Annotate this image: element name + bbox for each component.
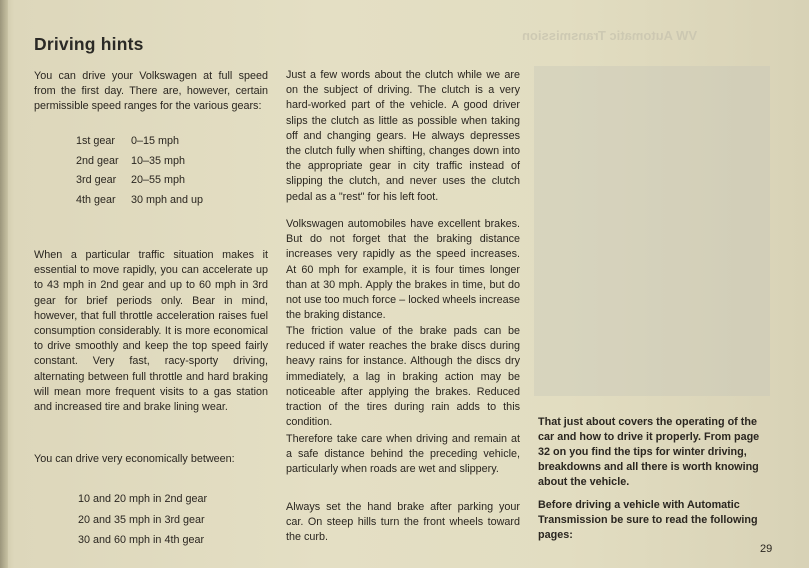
table-row: [76, 194, 203, 214]
acceleration-paragraph: [34, 248, 268, 415]
distance-paragraph: [286, 432, 520, 478]
bleed-through-text: VW Automatic Transmission: [522, 28, 698, 43]
handbrake-paragraph: [286, 500, 520, 546]
brakes-paragraph: [286, 217, 520, 323]
gear-label: 1st gear: [76, 135, 116, 147]
list-item: 30 and 60 mph in 4th gear: [78, 534, 205, 546]
gear-label: 2nd gear: [76, 154, 119, 167]
gear-label: 3rd gear: [76, 174, 117, 186]
summary-text: That just about covers the operating of the car and how to drive it properly. From page 32 on you find the tips for winter driving, breakdowns and all there is worth knowing about the vehicle.: [538, 416, 760, 488]
list-item: 10 and 20 mph in 2nd gear: [78, 493, 208, 505]
bleed-through-block: [534, 66, 770, 396]
economy-list: [78, 489, 207, 551]
clutch-paragraph: [286, 68, 520, 205]
page-title: Driving hints: [34, 34, 144, 54]
friction-text: The friction value of the brake pads can be reduced if water reaches the brake discs during heavy rains for instance. Although the discs dry immediately, a lag in braking action may be noticeable after applying the brakes. Reduced traction of the tires during rain adds to this condition.: [286, 325, 520, 429]
friction-paragraph: [286, 324, 520, 430]
table-row: [76, 155, 203, 175]
book-spine: [0, 0, 8, 568]
intro-paragraph: [34, 69, 268, 115]
speed-range: 10–35 mph: [131, 154, 186, 167]
economy-intro: [34, 452, 274, 467]
page-number: 29: [760, 543, 773, 555]
intro-text: You can drive your Volkswagen at full speed from the first day. There are, however, certain permissible speed ranges for the various gears:: [34, 70, 268, 113]
list-item: 20 and 35 mph in 3rd gear: [78, 513, 205, 526]
gear-label: 4th gear: [76, 193, 116, 206]
distance-text: Therefore take care when driving and remain at a safe distance behind the preceding vehicle, particularly when roads are wet and slippery.: [286, 433, 520, 476]
table-row: [76, 135, 203, 155]
handbrake-text: Always set the hand brake after parking your car. On steep hills turn the front wheels toward the curb.: [286, 501, 520, 544]
automatic-transmission-note: [538, 498, 774, 543]
summary-paragraph: [538, 415, 774, 490]
clutch-text: Just a few words about the clutch while we are on the subject of driving. The clutch is a very hard-worked part of the vehicle. A good driver slips the clutch as little as possible when taking off and changing gears. He always depresses the clutch fully when shifting, changes down into the appropriate gear in city traffic instead of slipping the clutch, and never uses the clutch pedal as a "rest" for his left foot.: [286, 69, 520, 203]
acceleration-text: When a particular traffic situation makes it essential to move rapidly, you can accelerate up to 43 mph in 2nd gear and up to 60 mph in 3rd gear for brief periods only. Bear in mind, however, that full throttle acceleration raises fuel consumption considerably. It is more economical to drive smoothly and keep the top speed fairly constant. Very fast, racy-sporty driving, alternating between full throttle and hard braking will mean more frequent visits to a gas station and increased tire and brake lining wear.: [34, 249, 268, 414]
speed-range: 0–15 mph: [131, 135, 180, 147]
gear-speed-table: [76, 135, 203, 213]
speed-range: 30 mph and up: [131, 193, 204, 206]
economy-intro-text: You can drive very economically between:: [34, 453, 235, 465]
automatic-transmission-text: Before driving a vehicle with Automatic Transmission be sure to read the following pages:: [538, 499, 758, 541]
table-row: [76, 174, 203, 194]
brakes-text: Volkswagen automobiles have excellent brakes. But do not forget that the braking distance increases very rapidly as the speed increases. At 60 mph for example, it is four times longer than at 30 mph. Apply the brakes in time, but do not use too much force – locked wheels increase the braking distance.: [286, 218, 520, 322]
speed-range: 20–55 mph: [131, 174, 186, 186]
